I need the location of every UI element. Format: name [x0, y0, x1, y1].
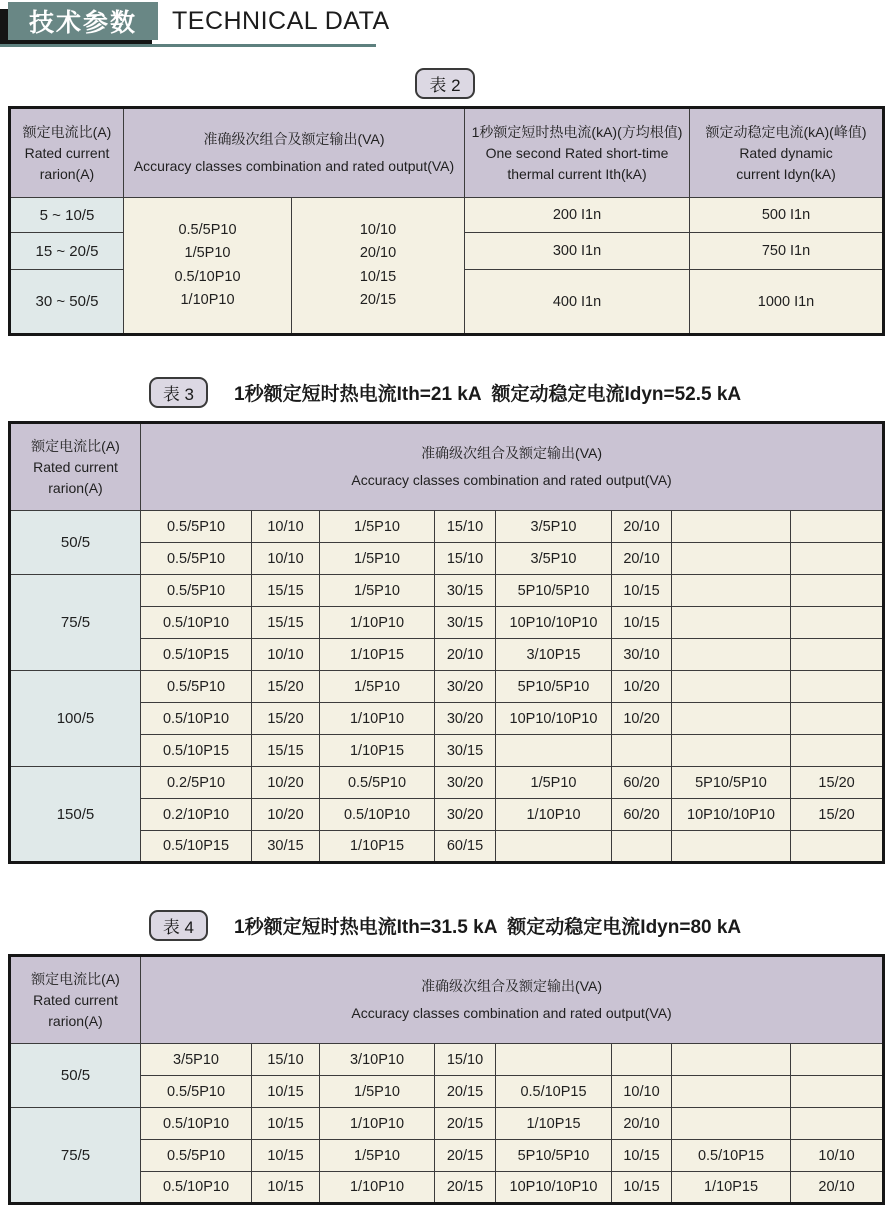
table2-container — [0, 106, 890, 336]
table3-title-row — [0, 377, 890, 408]
data-cell: 1/10P15 — [320, 735, 435, 767]
data-cell: 15/20 — [252, 703, 320, 735]
empty-cell — [672, 1044, 791, 1076]
data-cell: 30/20 — [435, 703, 496, 735]
data-cell: 60/20 — [612, 799, 672, 831]
page-title-zh: 技术参数 — [28, 9, 137, 37]
empty-cell — [791, 1044, 884, 1076]
ratio-cell: 30 ~ 50/5 — [10, 270, 124, 335]
data-cell: 0.5/10P10 — [141, 703, 252, 735]
data-cell: 10/20 — [612, 671, 672, 703]
data-cell: 5P10/5P10 — [496, 671, 612, 703]
ratio-cell: 150/5 — [10, 767, 141, 863]
data-cell: 0.5/10P10 — [141, 1172, 252, 1204]
dynamic-current-cell: 750 I1n — [690, 233, 884, 270]
table4-title-row — [0, 910, 890, 941]
data-cell: 10/15 — [252, 1140, 320, 1172]
table3-title: 1秒额定短时热电流Ith=21 kA 额定动稳定电流Idyn=52.5 kA — [234, 384, 742, 405]
table2-badge-row — [0, 68, 890, 99]
ratio-cell: 75/5 — [10, 575, 141, 671]
table-row — [10, 1076, 884, 1108]
header-teal-block — [8, 2, 158, 40]
data-cell: 10/10 — [791, 1140, 884, 1172]
data-cell: 1/10P15 — [320, 639, 435, 671]
data-cell: 15/10 — [252, 1044, 320, 1076]
thermal-current-cell: 200 I1n — [465, 198, 690, 233]
data-cell: 5P10/5P10 — [496, 1140, 612, 1172]
empty-cell — [791, 1108, 884, 1140]
empty-cell — [672, 1108, 791, 1140]
empty-cell — [672, 671, 791, 703]
data-cell: 10/20 — [252, 767, 320, 799]
table-row — [10, 1140, 884, 1172]
empty-cell — [791, 511, 884, 543]
table-row — [10, 767, 884, 799]
table-row — [10, 511, 884, 543]
data-cell: 3/5P10 — [496, 543, 612, 575]
table4-badge: 表 4 — [149, 910, 208, 941]
data-cell: 0.5/5P10 — [141, 575, 252, 607]
data-cell: 30/15 — [435, 575, 496, 607]
ratio-cell: 50/5 — [10, 1044, 141, 1108]
data-cell: 15/15 — [252, 735, 320, 767]
empty-cell — [672, 735, 791, 767]
data-cell: 1/5P10 — [320, 1076, 435, 1108]
table-row — [10, 703, 884, 735]
empty-cell — [496, 735, 612, 767]
data-cell: 10/10 — [252, 639, 320, 671]
data-cell: 1/5P10 — [320, 1140, 435, 1172]
data-cell: 0.5/10P15 — [141, 639, 252, 671]
data-cell: 15/20 — [252, 671, 320, 703]
table-row — [10, 1044, 884, 1076]
empty-cell — [791, 1076, 884, 1108]
data-cell: 10/15 — [252, 1076, 320, 1108]
table-row — [10, 1108, 884, 1140]
header-cell-accuracy: 准确级次组合及额定输出(VA) Accuracy classes combination and rated output(VA) — [141, 423, 884, 511]
data-cell: 3/10P15 — [496, 639, 612, 671]
empty-cell — [791, 575, 884, 607]
data-cell: 3/5P10 — [141, 1044, 252, 1076]
data-cell: 10P10/10P10 — [496, 1172, 612, 1204]
header-cell-accuracy: 准确级次组合及额定输出(VA) Accuracy classes combination and rated output(VA) — [124, 108, 465, 198]
data-cell: 1/10P15 — [320, 831, 435, 863]
data-cell: 15/20 — [791, 799, 884, 831]
data-cell: 60/20 — [612, 767, 672, 799]
page-title-en: TECHNICAL DATA — [172, 7, 390, 35]
data-cell: 0.5/10P15 — [141, 735, 252, 767]
data-cell: 15/15 — [252, 575, 320, 607]
data-cell: 10P10/10P10 — [672, 799, 791, 831]
data-cell: 15/20 — [791, 767, 884, 799]
data-cell: 10/15 — [252, 1172, 320, 1204]
data-cell: 10/10 — [252, 511, 320, 543]
empty-cell — [672, 575, 791, 607]
data-cell: 0.5/5P10 — [141, 1076, 252, 1108]
empty-cell — [791, 831, 884, 863]
data-cell: 3/10P10 — [320, 1044, 435, 1076]
data-cell: 10/10 — [612, 1076, 672, 1108]
empty-cell — [791, 671, 884, 703]
table-row — [10, 543, 884, 575]
empty-cell — [672, 543, 791, 575]
data-cell: 60/15 — [435, 831, 496, 863]
empty-cell — [612, 735, 672, 767]
data-cell: 0.5/5P10 — [141, 543, 252, 575]
page-header — [0, 0, 890, 48]
data-cell: 10/20 — [252, 799, 320, 831]
table2-badge: 表 2 — [415, 68, 474, 99]
table-row — [10, 639, 884, 671]
header-cell-thermal: 1秒额定短时热电流(kA)(方均根值) One second Rated short-time thermal current Ith(kA) — [465, 108, 690, 198]
data-cell: 10/15 — [612, 1140, 672, 1172]
data-cell: 0.5/10P10 — [320, 799, 435, 831]
data-cell: 15/10 — [435, 543, 496, 575]
data-cell: 3/5P10 — [496, 511, 612, 543]
data-cell: 1/5P10 — [320, 671, 435, 703]
empty-cell — [672, 1076, 791, 1108]
data-cell: 0.5/5P10 — [141, 1140, 252, 1172]
ratio-cell: 15 ~ 20/5 — [10, 233, 124, 270]
data-cell: 10P10/10P10 — [496, 703, 612, 735]
data-cell: 30/20 — [435, 767, 496, 799]
empty-cell — [672, 831, 791, 863]
data-cell: 15/10 — [435, 511, 496, 543]
data-cell: 20/10 — [791, 1172, 884, 1204]
data-cell: 1/10P15 — [672, 1172, 791, 1204]
ratio-cell: 75/5 — [10, 1108, 141, 1204]
data-cell: 1/5P10 — [320, 543, 435, 575]
data-cell: 10P10/10P10 — [496, 607, 612, 639]
table-row — [10, 671, 884, 703]
accuracy-outputs-cell: 10/10 20/10 10/15 20/15 — [292, 198, 465, 335]
table3-badge: 表 3 — [149, 377, 208, 408]
table-4 — [8, 954, 885, 1205]
header-cell-ratio: 额定电流比(A) Rated current rarion(A) — [10, 108, 124, 198]
header-cell-dynamic: 额定动稳定电流(kA)(峰值) Rated dynamic current Idyn(kA) — [690, 108, 884, 198]
header-cell-ratio: 额定电流比(A) Rated current rarion(A) — [10, 956, 141, 1044]
thermal-current-cell: 400 I1n — [465, 270, 690, 335]
data-cell: 15/10 — [435, 1044, 496, 1076]
table-row — [10, 799, 884, 831]
data-cell: 20/10 — [612, 511, 672, 543]
data-cell: 1/10P15 — [496, 1108, 612, 1140]
ratio-cell: 50/5 — [10, 511, 141, 575]
table-header-row — [10, 108, 884, 198]
table3-container — [0, 421, 890, 864]
table-2 — [8, 106, 885, 336]
empty-cell — [612, 1044, 672, 1076]
table-row — [10, 575, 884, 607]
data-cell: 0.5/10P10 — [141, 1108, 252, 1140]
ratio-cell: 100/5 — [10, 671, 141, 767]
header-cell-accuracy: 准确级次组合及额定输出(VA) Accuracy classes combination and rated output(VA) — [141, 956, 884, 1044]
data-cell: 1/5P10 — [496, 767, 612, 799]
table-header-row — [10, 956, 884, 1044]
empty-cell — [672, 639, 791, 671]
table4-title: 1秒额定短时热电流Ith=31.5 kA 额定动稳定电流Idyn=80 kA — [234, 917, 742, 938]
data-cell: 5P10/5P10 — [672, 767, 791, 799]
data-cell: 0.5/10P15 — [141, 831, 252, 863]
table-3 — [8, 421, 885, 864]
dynamic-current-cell: 1000 I1n — [690, 270, 884, 335]
data-cell: 10/15 — [612, 575, 672, 607]
data-cell: 30/20 — [435, 671, 496, 703]
header-underline — [0, 44, 376, 47]
data-cell: 30/20 — [435, 799, 496, 831]
empty-cell — [672, 607, 791, 639]
empty-cell — [791, 735, 884, 767]
data-cell: 30/10 — [612, 639, 672, 671]
data-cell: 0.5/5P10 — [320, 767, 435, 799]
thermal-current-cell: 300 I1n — [465, 233, 690, 270]
empty-cell — [612, 831, 672, 863]
data-cell: 0.5/10P10 — [141, 607, 252, 639]
data-cell: 10/15 — [252, 1108, 320, 1140]
table4-container — [0, 954, 890, 1205]
empty-cell — [672, 703, 791, 735]
table-row — [10, 831, 884, 863]
data-cell: 0.2/10P10 — [141, 799, 252, 831]
header-cell-ratio: 额定电流比(A) Rated current rarion(A) — [10, 423, 141, 511]
empty-cell — [496, 1044, 612, 1076]
data-cell: 10/15 — [612, 1172, 672, 1204]
empty-cell — [672, 511, 791, 543]
data-cell: 30/15 — [435, 735, 496, 767]
data-cell: 20/15 — [435, 1172, 496, 1204]
data-cell: 1/5P10 — [320, 575, 435, 607]
empty-cell — [791, 639, 884, 671]
data-cell: 5P10/5P10 — [496, 575, 612, 607]
data-cell: 10/10 — [252, 543, 320, 575]
empty-cell — [496, 831, 612, 863]
table-row — [10, 1172, 884, 1204]
empty-cell — [791, 703, 884, 735]
data-cell: 10/15 — [612, 607, 672, 639]
empty-cell — [791, 543, 884, 575]
data-cell: 30/15 — [435, 607, 496, 639]
dynamic-current-cell: 500 I1n — [690, 198, 884, 233]
data-cell: 20/15 — [435, 1140, 496, 1172]
table-header-row — [10, 423, 884, 511]
data-cell: 20/15 — [435, 1108, 496, 1140]
ratio-cell: 5 ~ 10/5 — [10, 198, 124, 233]
data-cell: 0.5/10P15 — [672, 1140, 791, 1172]
table-row — [10, 735, 884, 767]
data-cell: 30/15 — [252, 831, 320, 863]
data-cell: 0.5/5P10 — [141, 671, 252, 703]
data-cell: 20/10 — [612, 1108, 672, 1140]
data-cell: 15/15 — [252, 607, 320, 639]
data-cell: 20/15 — [435, 1076, 496, 1108]
data-cell: 20/10 — [612, 543, 672, 575]
table-row — [10, 198, 884, 233]
data-cell: 10/20 — [612, 703, 672, 735]
empty-cell — [791, 607, 884, 639]
data-cell: 1/5P10 — [320, 511, 435, 543]
table-row — [10, 607, 884, 639]
data-cell: 1/10P10 — [320, 703, 435, 735]
data-cell: 0.5/10P15 — [496, 1076, 612, 1108]
data-cell: 1/10P10 — [320, 1172, 435, 1204]
data-cell: 0.5/5P10 — [141, 511, 252, 543]
data-cell: 1/10P10 — [496, 799, 612, 831]
data-cell: 20/10 — [435, 639, 496, 671]
data-cell: 1/10P10 — [320, 1108, 435, 1140]
accuracy-combos-cell: 0.5/5P10 1/5P10 0.5/10P10 1/10P10 — [124, 198, 292, 335]
data-cell: 1/10P10 — [320, 607, 435, 639]
data-cell: 0.2/5P10 — [141, 767, 252, 799]
